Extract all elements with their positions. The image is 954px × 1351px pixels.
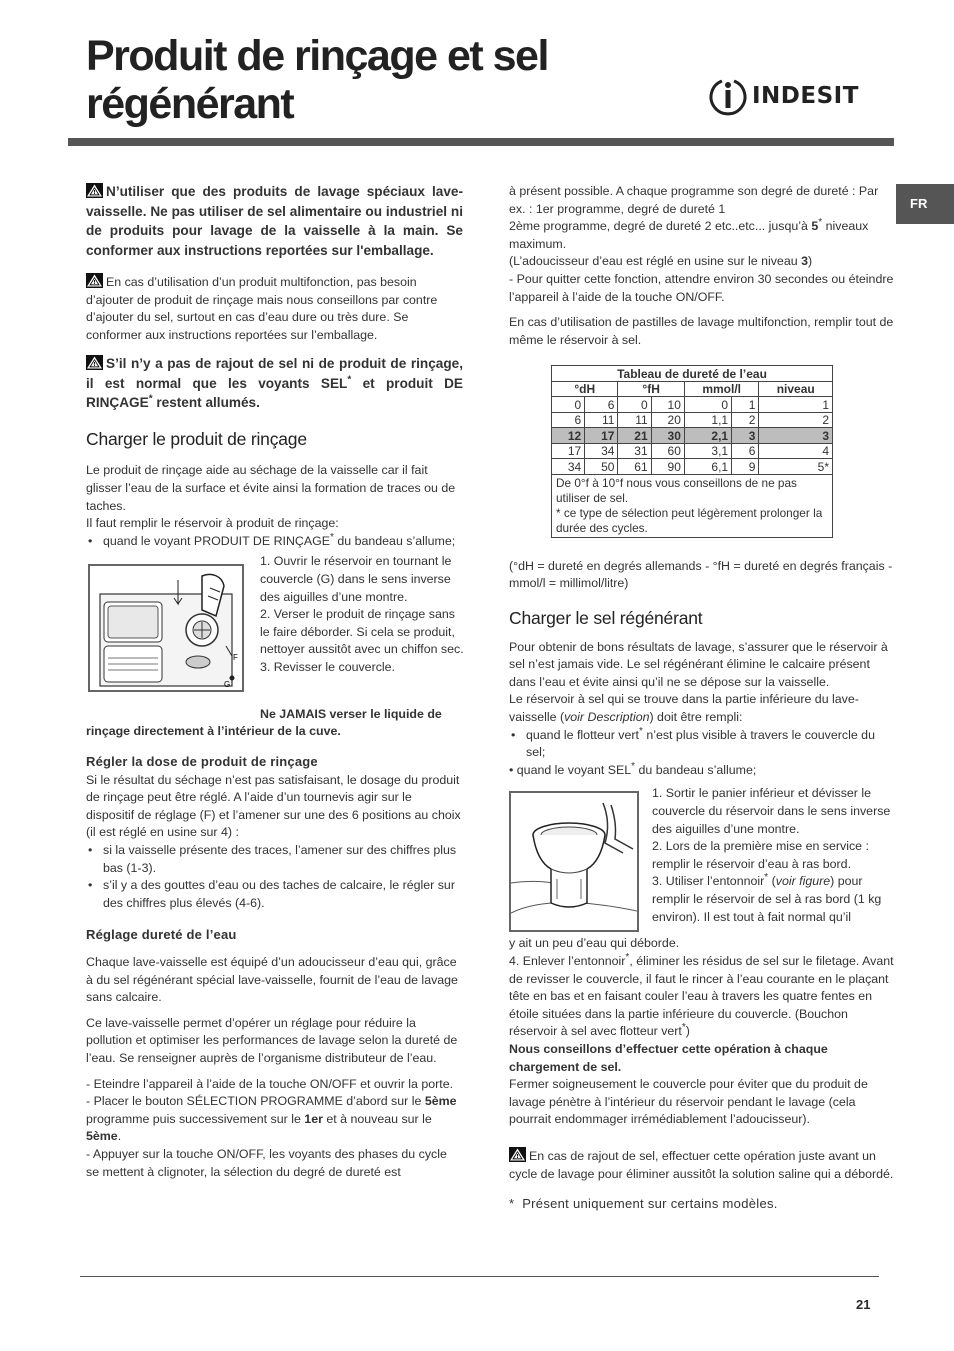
- table-row: 6 11 11 20 1,1 2 2: [552, 412, 833, 428]
- dose-bullet-1: • si la vaisselle présente des traces, l’amener sur des chiffres plus bas (1-3).: [86, 842, 463, 877]
- right-column: [509, 183, 895, 1213]
- rinse-steps: 1. Ouvrir le réservoir en tournant le couvercle (G) dans le sens inverse des aiguilles d’une montre. 2. Verser le produit de rinçage sans le faire déborder. Si cela se produit, nettoyer aussitôt avec un chiffon sec. 3. Revisser le couvercle.: [260, 554, 464, 674]
- salt-step-4: 4. Enlever l’entonnoir*, éliminer les résidus de sel sur le filetage. Avant de revisser le couvercle, il faut le rincer à l’eau courante en le plaçant tête en bas et en faisant couler l’eau à travers les quatre fentes en étoile situées dans la partie inférieure du couvercle. (Bouchon réservoir à sel avec flotteur vert*): [509, 951, 894, 1039]
- label-f: F: [233, 653, 238, 663]
- footer-rule: [80, 1276, 879, 1277]
- table-header: mmol/l: [684, 381, 759, 397]
- rinse-dispenser-illustration: [90, 566, 242, 690]
- indesit-logo-icon: [708, 76, 748, 116]
- warning-multifunction: En cas d’utilisation d’un produit multifonction, pas besoin d’ajouter de produit de rinçage mais nous conseillons par contre d’ajouter du sel, surtout en cas d’eau dure ou très dure. Se conformer aux instructions reportées sur l’emballage.: [86, 275, 438, 342]
- continued-p1: à présent possible. A chaque programme son degré de dureté : Par ex. : 1er programme, degré de dureté 1: [509, 184, 879, 216]
- salt-close-lid: Fermer soigneusement le couvercle pour éviter que du produit de lavage pénètre à l’intérieur du réservoir pendant le lavage (cela pourrait endommager irrémédiablement l’adoucisseur).: [509, 1077, 868, 1127]
- rinse-never-2: rinçage directement à l’intérieur de la cuve.: [86, 724, 341, 739]
- warning-icon: [509, 1147, 526, 1162]
- rinse-dispenser-figure: [88, 564, 244, 692]
- salt-step-3-end: y ait un peu d’eau qui déborde.: [509, 936, 680, 951]
- footnote: * Présent uniquement sur certains modèles.: [509, 1196, 778, 1212]
- salt-step-1: 1. Sortir le panier inférieur et dévisser le couvercle du réservoir dans le sens inverse des aiguilles d’une montre.: [652, 786, 891, 836]
- dose-text: Si le résultat du séchage n’est pas satisfaisant, le dosage du produit de rinçage peut être réglé. A l’aide d’un tournevis agir sur le dispositif de réglage (F) et l’amener sur une des 6 positions au choix (il est réglé en usine sur 4) :: [86, 772, 461, 840]
- salt-p1: Pour obtenir de bons résultats de lavage, s’assurer que le réservoir à sel n’est jamais vide. Le sel régénérant élimine le calcaire présent dans l’eau et évite ainsi qu’il ne se dépose sur la vaisselle.: [509, 639, 888, 689]
- left-column: [86, 182, 463, 1181]
- hardness-table: [551, 365, 833, 538]
- salt-advice: Nous conseillons d’effectuer cette opération à chaque chargement de sel.: [509, 1041, 828, 1074]
- section-heading-rinse: Charger le produit de rinçage: [86, 428, 307, 449]
- warning-icon: [86, 355, 103, 370]
- hardness-p1: Chaque lave-vaisselle est équipé d’un adoucisseur d’eau qui, grâce à du sel régénérant spécial lave-vaisselle, fournit de l’eau de lavage sans calcaire.: [86, 954, 458, 1005]
- title-line-2: régénérant: [86, 80, 294, 128]
- page-title: [86, 32, 686, 128]
- section-heading-hardness: Réglage dureté de l’eau: [86, 927, 237, 943]
- dose-bullet-2: • s’il y a des gouttes d’eau ou des taches de calcaire, le régler sur des chiffres plus élevés (4-6).: [86, 877, 463, 912]
- section-heading-salt: Charger le sel régénérant: [509, 608, 703, 629]
- table-header: °dH: [552, 381, 618, 397]
- salt-reservoir-figure: [509, 791, 639, 932]
- header-rule: [68, 138, 894, 146]
- continued-p3: (L’adoucisseur d’eau est réglé en usine sur le niveau 3): [509, 254, 813, 269]
- warning-indicators: S’il n’y a pas de rajout de sel ni de produit de rinçage, il est normal que les voyants SEL* et produit DE RINÇAGE* restent allumés.: [86, 356, 463, 411]
- table-header: °fH: [618, 381, 684, 397]
- hardness-p5: - Appuyer sur la touche ON/OFF, les voyants des phases du cycle se mettent à clignoter, la sélection du degré de dureté est: [86, 1146, 447, 1179]
- salt-bullet-2: • quand le voyant SEL* du bandeau s’allume;: [509, 760, 757, 777]
- hardness-p2: Ce lave-vaisselle permet d’opérer un réglage pour réduire la pollution et optimiser les performances de lavage selon la dureté de l’eau. Se renseigner auprès de l’organisme distributeur de l’eau.: [86, 1015, 458, 1065]
- table-row-highlighted: 12 17 21 30 2,1 3 3: [552, 428, 833, 444]
- rinse-when: Il faut remplir le réservoir à produit de rinçage:: [86, 516, 339, 531]
- title-line-1: Produit de rinçage et sel: [86, 32, 548, 80]
- continued-p4: - Pour quitter cette fonction, attendre environ 30 secondes ou éteindre l’appareil à l’aide de la touche ON/OFF.: [509, 271, 894, 304]
- hardness-p3: - Eteindre l’appareil à l’aide de la touche ON/OFF et ouvrir la porte.: [86, 1076, 454, 1091]
- table-row: 17 34 31 60 3,1 6 4: [552, 443, 833, 459]
- label-g: G: [224, 680, 231, 690]
- salt-bullet-1: • quand le flotteur vert* n’est plus visible à travers le couvercle du sel;: [509, 727, 895, 762]
- rinse-bullet: • quand le voyant PRODUIT DE RINÇAGE* du bandeau s’allume;: [86, 533, 463, 551]
- table-row: 34 50 61 90 6,1 9 5*: [552, 459, 833, 475]
- warning-detergents: N’utiliser que des produits de lavage spéciaux lave-vaisselle. Ne pas utiliser de sel alimentaire ou industriel ni de produits pour lavage de la vaisselle à la main. Se conformer aux instructions reportées sur l'emballage.: [86, 184, 463, 258]
- salt-p2: Le réservoir à sel qui se trouve dans la partie inférieure du lave-vaisselle (voir Description) doit être rempli:: [509, 692, 859, 724]
- warning-salt-refill: En cas de rajout de sel, effectuer cette opération juste avant un cycle de lavage pour éliminer aussitôt la solution saline qui a débordé.: [509, 1148, 894, 1181]
- continued-p5: En cas d’utilisation de pastilles de lavage multifonction, remplir tout de même le réservoir à sel.: [509, 315, 894, 347]
- table-row: 0 6 0 10 0 1 1: [552, 397, 833, 413]
- table-header: niveau: [759, 381, 833, 397]
- brand-name: INDESIT: [752, 83, 859, 109]
- rinse-intro: Le produit de rinçage aide au séchage de la vaisselle car il fait glisser l’eau de la surface et évite ainsi la formation de traces ou de taches.: [86, 463, 456, 513]
- salt-funnel-illustration: [511, 793, 637, 930]
- brand-logo: [708, 76, 859, 116]
- page-number: 21: [856, 1297, 871, 1312]
- warning-icon: [86, 183, 103, 198]
- salt-step-3: 3. Utiliser l’entonnoir* (voir figure) pour remplir le réservoir de sel à ras bord (1 kg environ). Il est tout à fait normal qu’il: [652, 872, 882, 924]
- salt-step-2: 2. Lors de la première mise en service : remplir le réservoir d’eau à ras bord.: [652, 839, 869, 871]
- table-note-1: De 0°f à 10°f nous vous conseillons de ne pas utiliser de sel.: [556, 475, 797, 505]
- section-heading-dose: Régler la dose de produit de rinçage: [86, 754, 318, 770]
- table-note-2: * ce type de sélection peut légèrement prolonger la durée des cycles.: [556, 505, 823, 535]
- continued-p2: 2ème programme, degré de dureté 2 etc..etc... jusqu’à 5* niveaux maximum.: [509, 217, 869, 251]
- table-caption: Tableau de dureté de l’eau: [552, 366, 833, 382]
- units-note: (°dH = dureté en degrés allemands - °fH = dureté en degrés français - mmol/l = millimol/litre): [509, 558, 893, 591]
- hardness-p4: - Placer le bouton SÉLECTION PROGRAMME d’abord sur le 5ème programme puis successivement sur le 1er et à nouveau sur le 5ème.: [86, 1094, 457, 1144]
- language-tab: FR: [896, 184, 954, 224]
- warning-icon: [86, 273, 103, 288]
- rinse-figure-block: [86, 554, 463, 726]
- salt-figure-block: [509, 787, 895, 935]
- rinse-never-1: Ne JAMAIS verser le liquide de: [260, 707, 442, 722]
